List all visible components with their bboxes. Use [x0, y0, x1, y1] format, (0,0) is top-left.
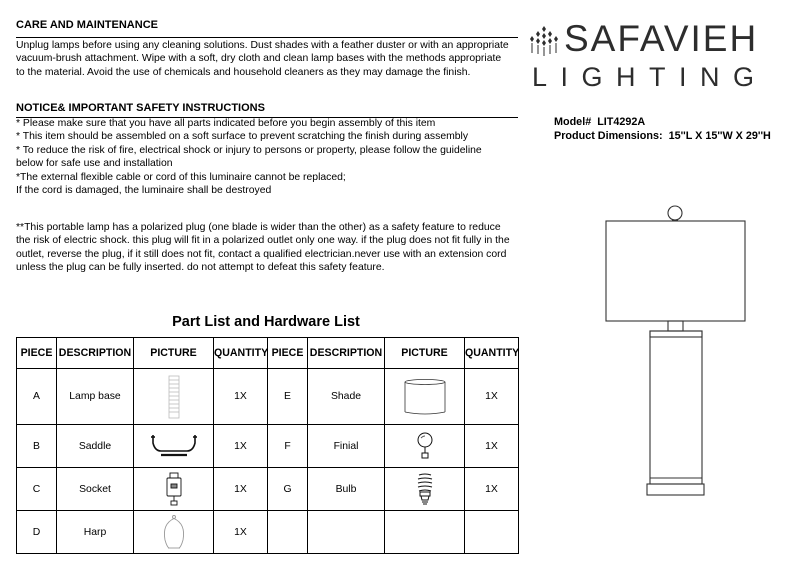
- description-cell: Socket: [57, 468, 134, 511]
- quantity-cell: 1X: [465, 425, 519, 468]
- brand-name: SAFAVIEH: [564, 18, 759, 59]
- model-line: [554, 116, 771, 130]
- description-cell: [308, 511, 385, 554]
- table-header-row: [17, 338, 519, 369]
- picture-cell: [134, 511, 214, 554]
- piece-cell: [268, 511, 308, 554]
- shade-icon: [403, 377, 447, 417]
- quantity-cell: 1X: [214, 369, 268, 425]
- header-quantity: QUANTITY: [465, 338, 519, 369]
- plug-line: the risk of electric shock. this plug will fit in a polarized outlet only one way. if the plug does not fit fully in the: [16, 235, 510, 247]
- care-line: vacuum-brush attachment. Wipe with a soft, dry cloth and clean lamp bases with the methods appropriate: [16, 53, 502, 65]
- quantity-cell: 1X: [465, 468, 519, 511]
- table-row: [17, 425, 519, 468]
- quantity-cell: 1X: [214, 468, 268, 511]
- table-row: [17, 468, 519, 511]
- header-description: DESCRIPTION: [57, 338, 134, 369]
- safety-line: * This item should be assembled on a soft surface to prevent scratching the finish during assembly: [16, 131, 469, 143]
- saddle-icon: [149, 431, 199, 461]
- piece-cell: F: [268, 425, 308, 468]
- lamp-drawing: [592, 200, 762, 500]
- description-cell: Shade: [308, 369, 385, 425]
- safety-line: * To reduce the risk of fire, electrical shock or injury to persons or property, please follow the guideline: [16, 144, 482, 156]
- care-divider: [16, 37, 518, 38]
- bulb-icon: [414, 472, 436, 506]
- plug-line: outlet, reverse the plug, if it still does not fit, contact a qualified electrician.never use with an extension cord: [16, 248, 507, 260]
- quantity-cell: [465, 511, 519, 554]
- model-value: LIT4292A: [597, 116, 646, 128]
- header-quantity: QUANTITY: [214, 338, 268, 369]
- piece-cell: A: [17, 369, 57, 425]
- piece-cell: E: [268, 369, 308, 425]
- description-cell: Lamp base: [57, 369, 134, 425]
- description-cell: Saddle: [57, 425, 134, 468]
- parts-title: Part List and Hardware List: [172, 314, 360, 330]
- safety-line: * Please make sure that you have all parts indicated before you begin assembly of this item: [16, 118, 436, 129]
- picture-cell: [385, 425, 465, 468]
- care-text: [16, 39, 509, 79]
- base-foot-drawing: [647, 484, 704, 495]
- piece-cell: C: [17, 468, 57, 511]
- header-piece: PIECE: [17, 338, 57, 369]
- safety-title: NOTICE& IMPORTANT SAFETY INSTRUCTIONS: [16, 102, 265, 114]
- piece-cell: B: [17, 425, 57, 468]
- dimensions-value: 15''L X 15''W X 29''H: [668, 129, 771, 142]
- brand-logo: [528, 18, 798, 98]
- dimensions-line: [554, 130, 771, 144]
- care-title: CARE AND MAINTENANCE: [16, 19, 158, 31]
- description-cell: Finial: [308, 425, 385, 468]
- picture-cell: [134, 369, 214, 425]
- care-line: to the material. Avoid the use of chemicals and household cleaners as they may damage the finish.: [16, 66, 471, 78]
- safety-text: [16, 117, 482, 197]
- plug-line: unless the plug can be fully inserted. do not attempt to defeat this safety feature.: [16, 262, 385, 274]
- dimensions-label: Product Dimensions:: [554, 129, 663, 142]
- quantity-cell: 1X: [465, 369, 519, 425]
- picture-cell: [134, 468, 214, 511]
- piece-cell: G: [268, 468, 308, 511]
- header-picture: PICTURE: [134, 338, 214, 369]
- header-piece: PIECE: [268, 338, 308, 369]
- description-cell: Harp: [57, 511, 134, 554]
- shade-drawing: [606, 221, 745, 321]
- model-label: Model#: [554, 116, 592, 128]
- picture-cell: [134, 425, 214, 468]
- description-cell: Bulb: [308, 468, 385, 511]
- header-picture: PICTURE: [385, 338, 465, 369]
- finial-drawing: [668, 206, 682, 220]
- picture-cell: [385, 369, 465, 425]
- socket-icon: [164, 472, 184, 506]
- finial-icon: [415, 431, 435, 461]
- care-line: Unplug lamps before using any cleaning solutions. Dust shades with a feather duster or with an appropriate: [16, 40, 509, 51]
- lamp-base-icon: [164, 374, 184, 420]
- piece-cell: D: [17, 511, 57, 554]
- neck-drawing: [668, 321, 683, 331]
- safety-line: below for safe use and installation: [16, 158, 173, 170]
- product-info: [554, 116, 771, 143]
- plug-line: **This portable lamp has a polarized plug (one blade is wider than the other) as a safety feature to reduce: [16, 222, 501, 233]
- picture-cell: [385, 511, 465, 554]
- quantity-cell: 1X: [214, 511, 268, 554]
- base-body-drawing: [650, 331, 702, 484]
- table-row: [17, 369, 519, 425]
- chandelier-logo-icon: [528, 24, 560, 58]
- harp-icon: [159, 514, 189, 550]
- brand-subtitle: LIGHTING: [532, 62, 768, 92]
- safety-line: If the cord is damaged, the luminaire shall be destroyed: [16, 185, 272, 197]
- picture-cell: [385, 468, 465, 511]
- safety-line: *The external flexible cable or cord of this luminaire cannot be replaced;: [16, 171, 346, 183]
- header-description: DESCRIPTION: [308, 338, 385, 369]
- quantity-cell: 1X: [214, 425, 268, 468]
- table-row: [17, 511, 519, 554]
- plug-note: [16, 221, 510, 275]
- parts-table: [16, 337, 519, 554]
